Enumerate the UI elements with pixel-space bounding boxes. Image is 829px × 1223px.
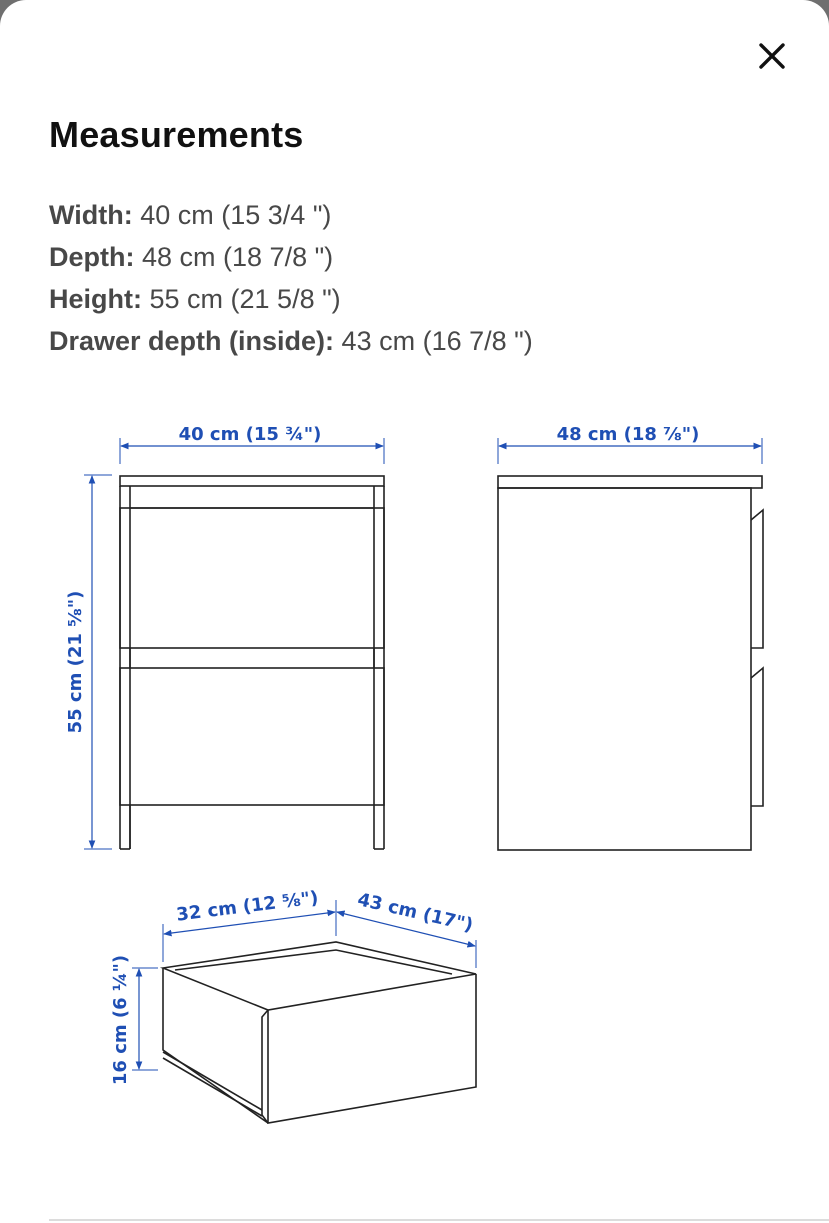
spec-height: [49, 278, 533, 320]
height-dimension: [65, 475, 112, 849]
spec-value: 55 cm (21 5/8 "): [149, 284, 341, 314]
close-button[interactable]: [748, 32, 796, 80]
side-depth-label: 48 cm (18 ⅞"): [556, 424, 700, 445]
close-icon: [759, 43, 785, 69]
dialog-title: Measurements: [49, 114, 304, 155]
front-width-dimension: [120, 424, 384, 464]
spec-width: [49, 194, 533, 236]
drawer-depth-label: 43 cm (17"): [355, 889, 476, 937]
divider: [49, 1219, 829, 1221]
drawer-height-dimension: [110, 955, 158, 1085]
drawer-width-label: 32 cm (12 ⅝"): [175, 887, 320, 926]
drawer-depth-dimension: [337, 889, 476, 968]
drawer-height-label: 16 cm (6 ¼"): [110, 954, 131, 1086]
spec-label: Depth:: [49, 242, 135, 272]
front-view: [120, 476, 384, 849]
spec-value: 43 cm (16 7/8 "): [341, 326, 533, 356]
measurement-list: [49, 194, 533, 362]
dimension-drawing: [0, 380, 829, 1160]
side-depth-dimension: [498, 424, 762, 464]
drawer-width-dimension: [163, 887, 336, 962]
spec-depth: [49, 236, 533, 278]
spec-label: Height:: [49, 284, 142, 314]
height-label: 55 cm (21 ⅝"): [65, 590, 86, 734]
drawer-view: [163, 942, 476, 1123]
spec-label: Drawer depth (inside):: [49, 326, 335, 356]
front-width-label: 40 cm (15 ¾"): [178, 424, 322, 445]
side-view: [498, 476, 763, 850]
spec-drawer-depth: [49, 320, 533, 362]
spec-value: 48 cm (18 7/8 "): [142, 242, 334, 272]
spec-label: Width:: [49, 200, 133, 230]
spec-value: 40 cm (15 3/4 "): [140, 200, 332, 230]
